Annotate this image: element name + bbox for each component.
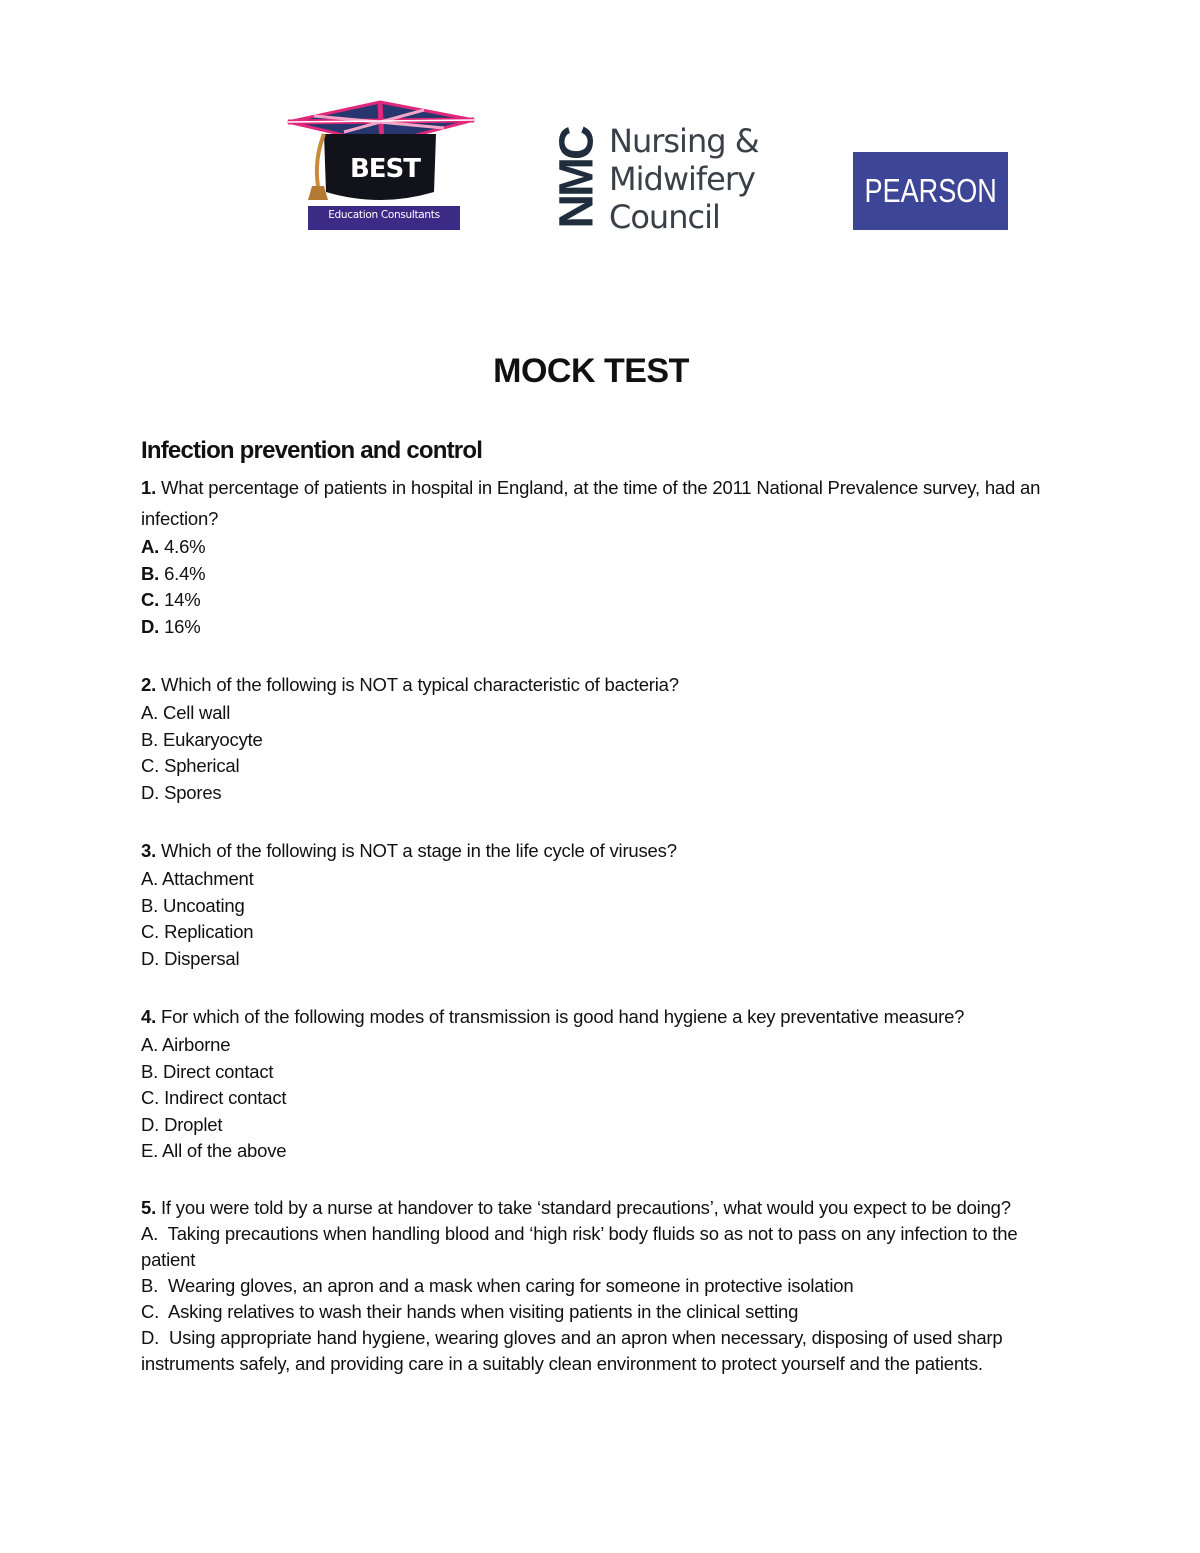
question-text <box>141 669 1061 700</box>
option-text: Attachment <box>162 868 254 889</box>
option-d <box>141 780 1061 807</box>
option-a <box>141 866 1061 893</box>
option-text: Dispersal <box>164 947 240 969</box>
option-b <box>141 1059 1061 1086</box>
question-4 <box>141 1001 1061 1165</box>
question-text <box>141 835 1061 866</box>
option-d <box>141 946 1061 973</box>
option-d <box>141 1325 1061 1377</box>
nmc-line-1: Nursing & <box>609 122 759 160</box>
option-b <box>141 1273 1061 1299</box>
best-logo-tagline: Education Consultants <box>328 209 440 221</box>
option-text: Eukaryocyte <box>163 728 263 750</box>
option-letter: B. <box>141 1274 159 1296</box>
option-text: 16% <box>164 615 201 637</box>
question-text <box>141 472 1061 534</box>
option-letter: B. <box>141 562 160 584</box>
question-prompt: Which of the following is NOT a typical characteristic of bacteria? <box>160 674 679 695</box>
option-letter: C. <box>141 1300 160 1322</box>
option-text: Asking relatives to wash their hands when visiting patients in the clinical setting <box>167 1300 799 1322</box>
option-letter: E. <box>141 1140 159 1161</box>
option-text: Cell wall <box>163 702 231 723</box>
option-letter: A. <box>141 868 159 889</box>
best-logo <box>284 100 476 235</box>
option-letter: D. <box>141 615 160 637</box>
option-d <box>141 1112 1061 1139</box>
option-c <box>141 1085 1061 1112</box>
option-a <box>141 534 1061 561</box>
question-number: 1. <box>141 477 157 498</box>
question-number: 2. <box>141 674 157 695</box>
option-c <box>141 1299 1061 1325</box>
option-letter: D. <box>141 1326 160 1348</box>
option-text: Uncoating <box>163 894 245 916</box>
option-text: Direct contact <box>163 1060 274 1082</box>
logo-header <box>0 0 1200 260</box>
section-heading: Infection prevention and control <box>141 437 483 464</box>
nmc-logo <box>550 122 760 237</box>
option-text: Indirect contact <box>164 1087 287 1108</box>
option-text: 6.4% <box>164 562 206 584</box>
question-number: 3. <box>141 840 157 861</box>
option-letter: B. <box>141 894 159 916</box>
question-prompt: What percentage of patients in hospital in England, at the time of the 2011 National Prevalence survey, had an infection? <box>141 477 1041 529</box>
option-a <box>141 1221 1061 1273</box>
pearson-logo <box>853 152 1008 230</box>
option-c <box>141 753 1061 780</box>
option-text: All of the above <box>162 1140 287 1161</box>
nmc-mark <box>550 122 604 234</box>
option-b <box>141 893 1061 920</box>
option-text: Using appropriate hand hygiene, wearing gloves and an apron when necessary, disposing of used sharp instruments safely, and providing care in a suitably clean environment to protect yourself and the patients. <box>141 1326 1003 1374</box>
question-prompt: For which of the following modes of transmission is good hand hygiene a key preventative measure? <box>160 1006 965 1027</box>
question-2 <box>141 669 1061 806</box>
option-letter: C. <box>141 1087 160 1108</box>
option-letter: A. <box>141 1034 159 1055</box>
question-5 <box>141 1194 1061 1377</box>
pearson-logo-text: PEARSON <box>864 172 997 209</box>
best-logo-name: BEST <box>349 154 421 184</box>
option-letter: A. <box>141 1222 159 1244</box>
option-letter: D. <box>141 947 160 969</box>
option-text: 4.6% <box>164 536 206 557</box>
question-number: 4. <box>141 1006 157 1027</box>
option-e <box>141 1138 1061 1165</box>
option-letter: D. <box>141 781 160 803</box>
question-text <box>141 1194 1061 1221</box>
option-letter: B. <box>141 728 159 750</box>
option-text: Replication <box>164 921 254 942</box>
option-letter: D. <box>141 1113 160 1135</box>
option-b <box>141 561 1061 588</box>
question-prompt: Which of the following is NOT a stage in the life cycle of viruses? <box>160 840 677 861</box>
question-prompt: If you were told by a nurse at handover to take ‘standard precautions’, what would you expect to be doing? <box>160 1196 1011 1218</box>
nmc-line-3: Council <box>609 198 720 236</box>
question-1 <box>141 472 1061 640</box>
option-c <box>141 919 1061 946</box>
option-text: Airborne <box>162 1034 231 1055</box>
option-letter: C. <box>141 921 160 942</box>
option-letter: C. <box>141 589 160 610</box>
question-3 <box>141 835 1061 972</box>
nmc-wordmark <box>609 122 759 236</box>
option-text: Spores <box>164 781 222 803</box>
option-letter: A. <box>141 536 160 557</box>
option-text: Wearing gloves, an apron and a mask when caring for someone in protective isolation <box>167 1274 854 1296</box>
nmc-mark-text: NMC <box>550 127 604 229</box>
document-body <box>141 436 1061 1406</box>
nmc-line-2: Midwifery <box>609 160 755 198</box>
option-c <box>141 587 1061 614</box>
option-a <box>141 1032 1061 1059</box>
option-text: 14% <box>164 589 201 610</box>
option-a <box>141 700 1061 727</box>
option-text: Droplet <box>164 1113 223 1135</box>
option-text: Taking precautions when handling blood and ‘high risk’ body fluids so as not to pass on any infection to the patient <box>141 1222 1018 1270</box>
option-text: Spherical <box>164 755 240 776</box>
page-title: MOCK TEST <box>493 352 689 390</box>
option-letter: C. <box>141 755 160 776</box>
option-letter: A. <box>141 702 159 723</box>
option-b <box>141 727 1061 754</box>
question-text <box>141 1001 1061 1032</box>
option-letter: B. <box>141 1060 159 1082</box>
option-d <box>141 614 1061 641</box>
question-number: 5. <box>141 1196 157 1218</box>
